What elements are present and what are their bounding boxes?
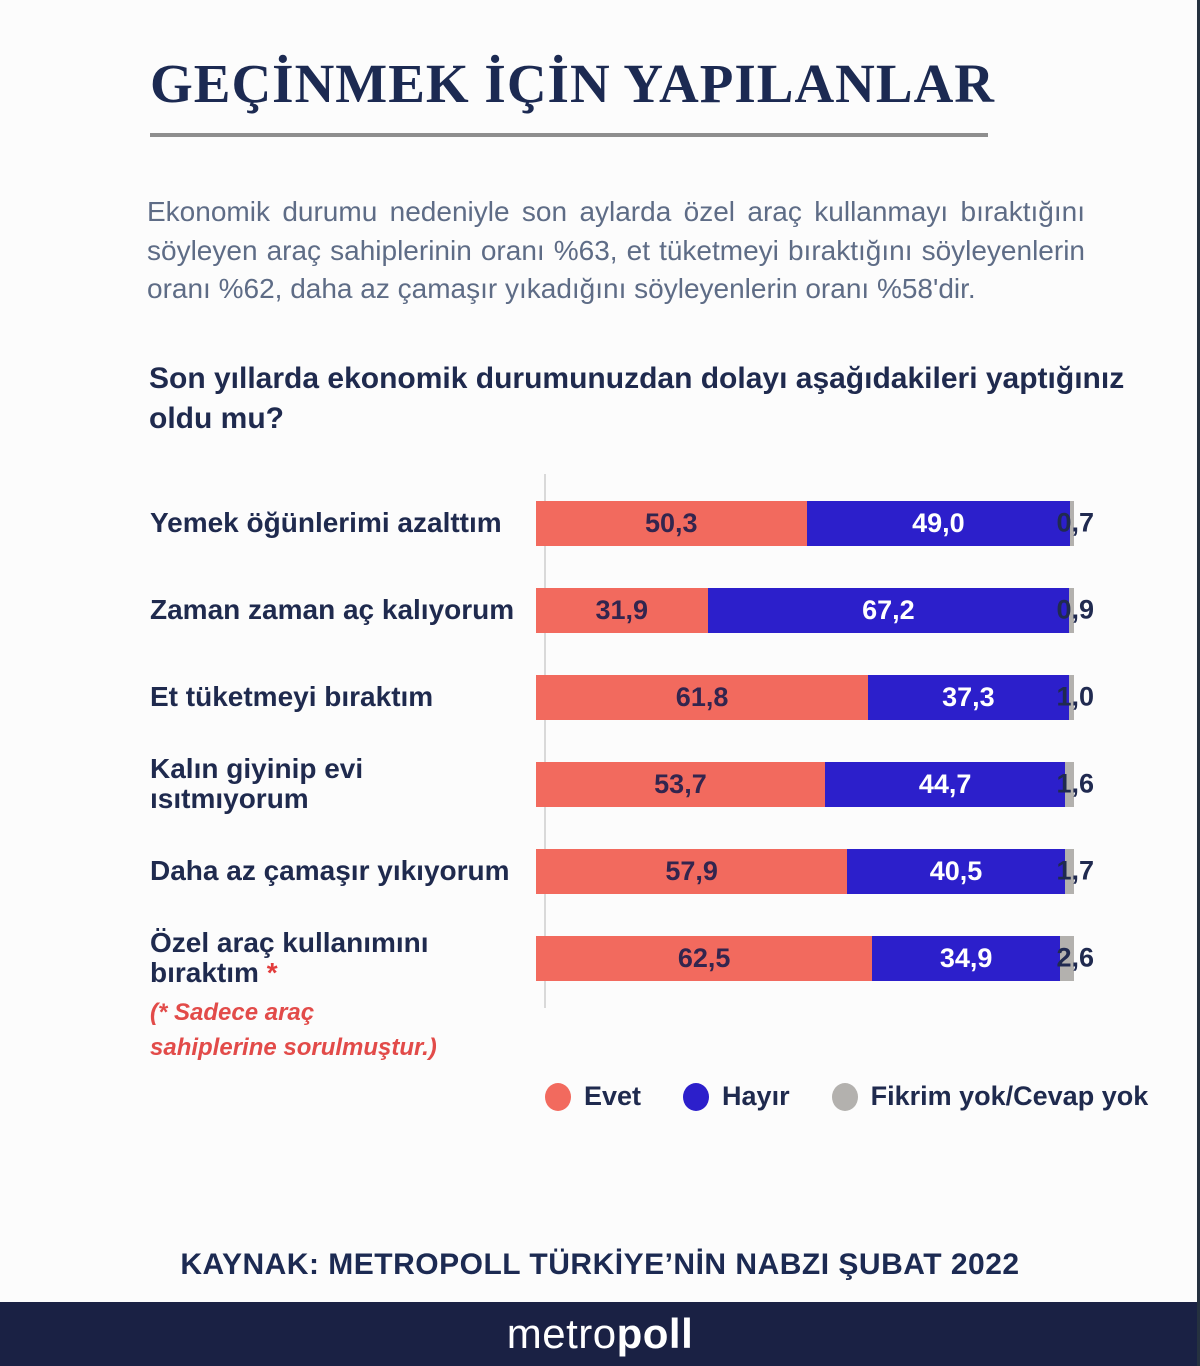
legend-item-hayir	[683, 1081, 790, 1112]
chart-row	[150, 915, 1094, 1002]
source-line: KAYNAK: METROPOLL TÜRKİYE’NİN NABZI ŞUBAT 2022	[180, 1248, 1020, 1282]
value-label-hayir: 34,9	[939, 942, 993, 973]
legend-item-evet	[545, 1081, 641, 1112]
bar-track	[536, 588, 1094, 633]
bar-chart	[150, 480, 1094, 1002]
chart-row	[150, 828, 1094, 915]
bar-segment-hayir	[872, 936, 1060, 981]
legend-label-evet: Evet	[584, 1081, 642, 1112]
value-label-evet: 50,3	[645, 507, 698, 538]
value-label-evet: 31,9	[595, 594, 649, 625]
chart-row	[150, 654, 1094, 741]
page-title: GEÇİNMEK İÇİN YAPILANLAR	[150, 53, 996, 114]
bar-segment-evet	[536, 675, 868, 720]
bar-track	[536, 675, 1094, 720]
footer-bar	[0, 1302, 1200, 1366]
logo-suffix: poll	[616, 1310, 694, 1357]
logo-prefix: metro	[506, 1310, 617, 1357]
value-label-fikrim-yok: 1,7	[1056, 855, 1094, 886]
value-label-fikrim-yok: 0,7	[1056, 507, 1094, 538]
chart-row	[150, 567, 1094, 654]
bar-segment-hayir	[825, 762, 1065, 807]
bar-segment-evet	[536, 501, 807, 546]
bar-track	[536, 936, 1094, 981]
value-label-hayir: 37,3	[942, 681, 995, 712]
legend	[545, 1081, 1200, 1112]
row-label: Yemek öğünlerimi azalttım	[150, 506, 502, 538]
hayir-legend-dot-icon	[683, 1083, 709, 1111]
intro-paragraph: Ekonomik durumu nedeniyle son aylarda özel araç kullanmayı bıraktığını söyleyen araç sahiplerinin oranı %63, et tüketmeyi bıraktığını söyleyenlerin oranı %62, daha az çamaşır yıkadığını söyleyenlerin oranı %58'dir.	[147, 196, 1085, 305]
value-label-hayir: 67,2	[862, 594, 915, 625]
bar-track	[536, 501, 1094, 546]
bar-segment-evet	[536, 849, 847, 894]
bar-segment-hayir	[868, 675, 1068, 720]
value-label-fikrim-yok: 1,6	[1056, 768, 1094, 799]
survey-question-line1: Son yıllarda ekonomik durumunuzdan dolayı aşağıdakileri yaptığınız	[149, 361, 1125, 395]
value-label-evet: 57,9	[665, 855, 718, 886]
value-label-evet: 53,7	[654, 768, 707, 799]
bar-segment-hayir	[807, 501, 1071, 546]
footnote-asterisk: *	[258, 957, 278, 989]
value-label-hayir: 40,5	[929, 855, 983, 886]
bar-segment-evet	[536, 762, 825, 807]
bar-segment-evet	[536, 588, 708, 633]
row-label: Et tüketmeyi bıraktım	[150, 680, 434, 712]
bar-track	[536, 849, 1094, 894]
row-label: Zaman zaman aç kalıyorum	[150, 593, 515, 625]
survey-question-line2: oldu mu?	[149, 402, 284, 436]
value-label-evet: 61,8	[675, 681, 729, 712]
chart-row	[150, 741, 1094, 828]
value-label-fikrim-yok: 2,6	[1056, 942, 1094, 973]
bar-segment-hayir	[708, 588, 1070, 633]
evet-legend-dot-icon	[545, 1083, 571, 1111]
bar-track	[536, 762, 1094, 807]
row-label: Kalın giyinip evi ısıtmıyorum	[150, 752, 364, 815]
survey-question	[149, 359, 1149, 440]
chart-footnote-line1: (* Sadece araç	[150, 998, 315, 1026]
value-label-evet: 62,5	[677, 942, 731, 973]
chart-row	[150, 480, 1094, 567]
row-label: Daha az çamaşır yıkıyorum	[150, 854, 510, 886]
chart-footnote	[150, 996, 1200, 1066]
legend-label-hayir: Hayır	[722, 1081, 790, 1112]
value-label-fikrim-yok: 1,0	[1056, 681, 1094, 712]
value-label-hayir: 44,7	[918, 768, 972, 799]
legend-item-fikrim-yok	[832, 1081, 1149, 1112]
bar-segment-hayir	[847, 849, 1065, 894]
row-label: Özel araç kullanımını bıraktım *	[150, 926, 429, 989]
bar-segment-evet	[536, 936, 872, 981]
header	[150, 52, 996, 137]
fikrim-yok-legend-dot-icon	[832, 1083, 858, 1111]
title-underline	[150, 133, 988, 137]
axis-line	[544, 474, 546, 1008]
chart-footnote-line2: sahiplerine sorulmuştur.)	[150, 1033, 437, 1061]
value-label-hayir: 49,0	[912, 507, 965, 538]
value-label-fikrim-yok: 0,9	[1056, 594, 1094, 625]
legend-label-fikrim-yok: Fikrim yok/Cevap yok	[870, 1081, 1149, 1112]
metropoll-logo	[507, 1310, 694, 1358]
